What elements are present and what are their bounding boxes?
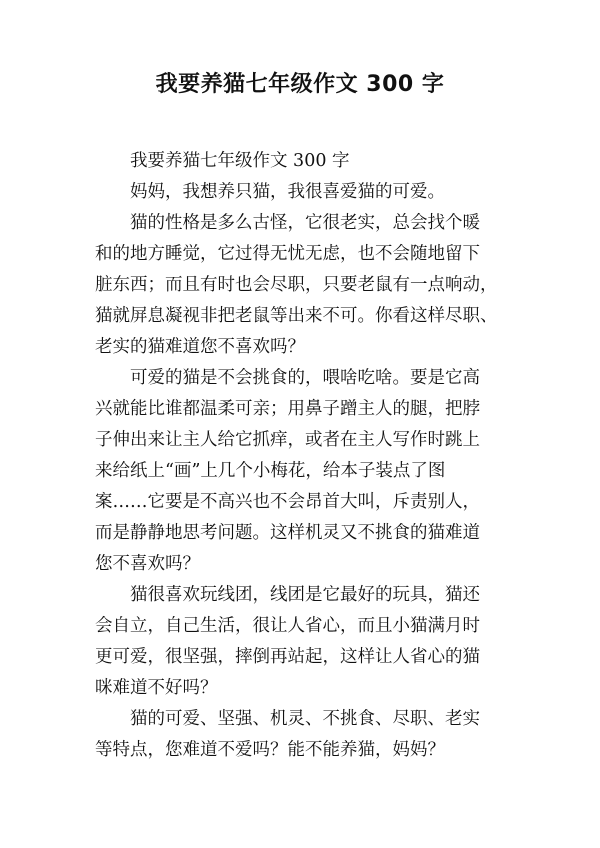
document-body: [95, 146, 515, 766]
paragraph: 猫很喜欢玩线团，线团是它最好的玩具，猫还 会自立，自己生活，很让人省心，而且小猫满月时 更可爱，很坚强，摔倒再站起，这样让人省心的猫 咪难道不好吗？: [95, 585, 480, 698]
paragraph: 妈妈，我想养只猫，我很喜爱猫的可爱。: [130, 182, 445, 202]
paragraph: 可爱的猫是不会挑食的，喂啥吃啥。要是它高 兴就能比谁都温柔可亲；用鼻子蹭主人的腿，把脖 子伸出来让主人给它抓痒，或者在主人写作时跳上 来给纸上“画”上几个小梅花，给本子装点了图 案……它要是不高兴也不会昂首大叫，斥责别人， 而是静静地思考问题。这样机灵又不挑食的猫难道 您不喜欢吗？: [95, 368, 480, 574]
paragraph: 猫的可爱、坚强、机灵、不挑食、尽职、老实 等特点，您难道不爱吗？能不能养猫，妈妈？: [95, 709, 480, 760]
paragraph: 猫的性格是多么古怪，它很老实，总会找个暖 和的地方睡觉，它过得无忧无虑，也不会随地留下 脏东西；而且有时也会尽职，只要老鼠有一点响动， 猫就屏息凝视非把老鼠等出来不可。你看这样尽职、 老实的猫难道您不喜欢吗？: [95, 213, 498, 357]
paragraph-subtitle: 我要养猫七年级作文 300 字: [130, 151, 350, 171]
document-title: 我要养猫七年级作文 300 字: [155, 72, 445, 97]
